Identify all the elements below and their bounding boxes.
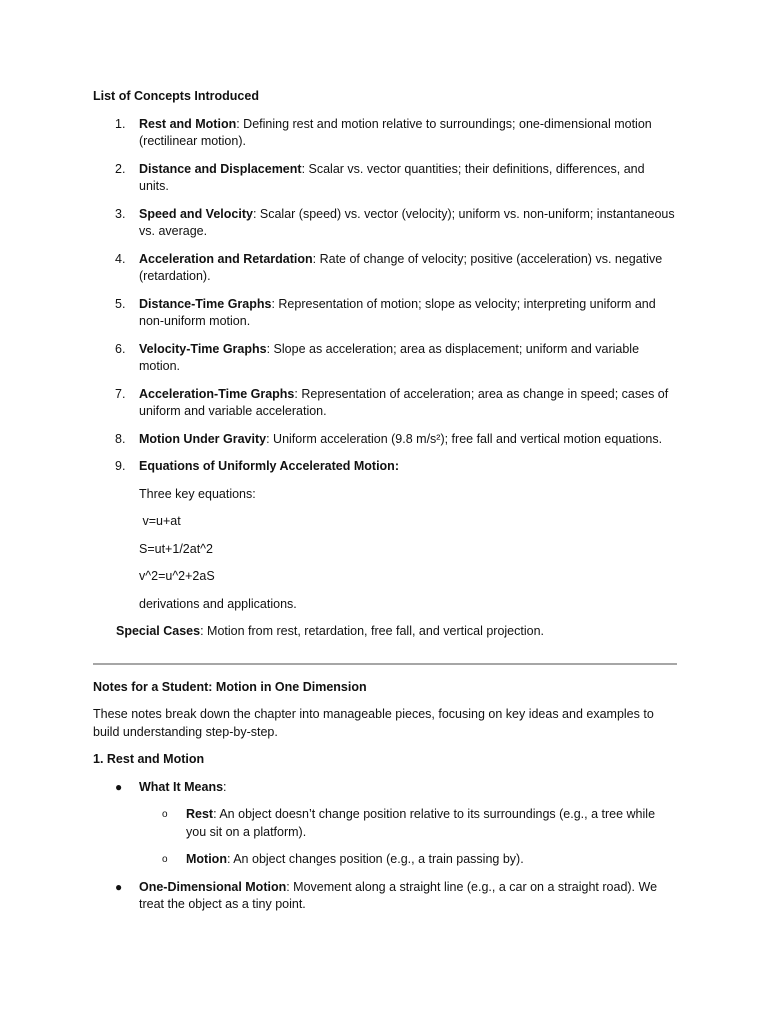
list-item (93, 806, 677, 841)
concept-item (93, 431, 677, 449)
item-number: 5. (115, 296, 126, 311)
item-number: 3. (115, 206, 126, 221)
concept-term: Speed and Velocity (139, 206, 253, 221)
concept-item (93, 296, 677, 331)
concept-term: Velocity-Time Graphs (139, 341, 267, 356)
list-item (93, 779, 677, 797)
concepts-list (93, 116, 677, 476)
concept-text: : Scalar vs. vector quantities; their definitions, differences, and units. (139, 161, 645, 193)
concept-item (93, 458, 677, 476)
item-number: 4. (115, 251, 126, 266)
concept-item (93, 161, 677, 196)
item-number: 7. (115, 386, 126, 401)
equation: v^2=u^2+2aS (139, 569, 215, 583)
item-number: 6. (115, 341, 126, 356)
bullet-text: : An object changes position (e.g., a train passing by). (226, 852, 524, 866)
concept-term: Acceleration and Retardation (139, 251, 313, 266)
item-number: 1. (115, 116, 126, 131)
bullet-icon: ● (115, 879, 123, 894)
item-number: 2. (115, 161, 126, 176)
bullet-text: : (223, 779, 227, 794)
notes-heading: Notes for a Student: Motion in One Dimension (93, 679, 367, 694)
circle-bullet-icon: o (162, 809, 168, 820)
equations-intro: Three key equations: (139, 486, 256, 501)
concept-text: : Rate of change of velocity; positive (acceleration) vs. negative (retardation). (139, 251, 663, 283)
concept-item (93, 251, 677, 286)
concept-item (93, 341, 677, 376)
special-cases-text: : Motion from rest, retardation, free fall, and vertical projection. (200, 624, 544, 638)
equation: v=u+at (139, 514, 181, 528)
special-cases (93, 623, 677, 641)
concept-text: : Slope as acceleration; area as displacement; uniform and variable motion. (139, 341, 640, 373)
concept-item (93, 386, 677, 421)
bullet-text: : An object doesn’t change position relative to its surroundings (e.g., a tree while you sit on a platform). (186, 807, 656, 839)
concept-text: : (394, 459, 399, 473)
horizontal-divider (93, 663, 677, 665)
document-page (93, 88, 677, 924)
circle-bullet-icon: o (162, 854, 168, 865)
concept-term: Equations of Uniformly Accelerated Motion (139, 459, 395, 473)
concept-item (93, 116, 677, 151)
concept-text: : Representation of acceleration; area as change in speed; cases of uniform and variable acceleration. (139, 386, 669, 418)
list-item (93, 851, 677, 869)
bullet-text: : Movement along a straight line (e.g., a car on a straight road). We treat the object as a tiny point. (139, 879, 658, 911)
concept-term: Rest and Motion (139, 116, 237, 131)
concept-item (93, 206, 677, 241)
notes-intro: These notes break down the chapter into manageable pieces, focusing on key ideas and examples to build understanding step-by-step. (93, 707, 654, 739)
equations-outro: derivations and applications. (139, 596, 297, 611)
list-item (93, 879, 677, 914)
concept-term: Distance-Time Graphs (139, 296, 272, 311)
concepts-heading: List of Concepts Introduced (93, 89, 259, 103)
concept-text: : Representation of motion; slope as velocity; interpreting uniform and non-uniform motion. (139, 296, 656, 328)
bullet-term: Rest (186, 807, 214, 821)
item-number: 8. (115, 431, 126, 446)
equation: S=ut+1/2at^2 (139, 541, 213, 556)
bullet-term: What It Means (139, 779, 224, 794)
concept-term: Distance and Displacement (139, 161, 302, 176)
concept-text: : Defining rest and motion relative to surroundings; one-dimensional motion (rectilinear motion). (139, 116, 652, 148)
concept-text: : Scalar (speed) vs. vector (velocity); uniform vs. non-uniform; instantaneous vs. average. (139, 206, 675, 238)
concept-term: Motion Under Gravity (139, 431, 267, 446)
bullet-term: One-Dimensional Motion (139, 879, 287, 894)
bullet-term: Motion (186, 852, 227, 866)
special-cases-term: Special Cases (116, 624, 201, 638)
section-heading: 1. Rest and Motion (93, 752, 205, 766)
bullet-icon: ● (115, 779, 123, 794)
concept-term: Acceleration-Time Graphs (139, 386, 295, 401)
concept-text: : Uniform acceleration (9.8 m/s²); free fall and vertical motion equations. (266, 431, 663, 446)
item-number: 9. (115, 459, 126, 473)
